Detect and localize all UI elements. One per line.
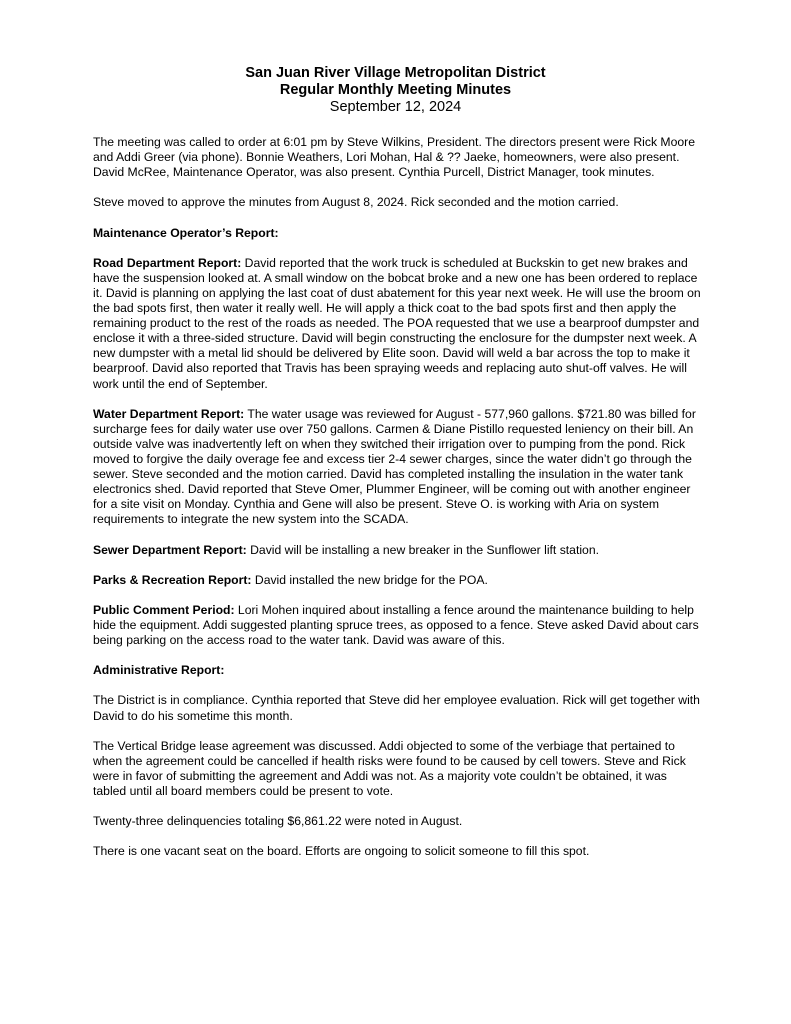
vacant-seat-paragraph: There is one vacant seat on the board. Efforts are ongoing to solicit someone to fill this spot. <box>93 844 590 859</box>
sewer-department-paragraph <box>93 543 703 558</box>
road-department-paragraph <box>93 256 703 392</box>
meeting-date: September 12, 2024 <box>329 99 462 115</box>
vertical-bridge-paragraph: The Vertical Bridge lease agreement was discussed. Addi objected to some of the verbiage that pertained to when the agreement could be cancelled if health risks were found to be caused by cell towers. Steve and Rick were in favor of submitting the agreement and Addi was not. As a majority vote couldn’t be obtained, it was tabled until all board members could be present to vote. <box>93 738 686 799</box>
document-title: Regular Monthly Meeting Minutes <box>279 82 512 98</box>
minutes-body <box>93 135 703 875</box>
maintenance-report-heading: Maintenance Operator’s Report: <box>93 225 279 240</box>
public-comment-paragraph <box>93 603 703 648</box>
administrative-report-heading: Administrative Report: <box>93 663 225 678</box>
compliance-paragraph: The District is in compliance. Cynthia reported that Steve did her employee evaluation. Rick will get together with David to do his sometime this month. <box>93 693 700 723</box>
delinquencies-paragraph: Twenty-three delinquencies totaling $6,861.22 were noted in August. <box>93 814 463 829</box>
parks-recreation-text: David installed the new bridge for the POA. <box>251 572 488 587</box>
organization-name: San Juan River Village Metropolitan District <box>245 65 546 81</box>
sewer-department-text: David will be installing a new breaker in the Sunflower lift station. <box>246 542 599 557</box>
water-department-label: Water Department Report: <box>93 406 245 421</box>
document-header <box>0 65 791 116</box>
public-comment-label: Public Comment Period: <box>93 602 235 617</box>
sewer-department-label: Sewer Department Report: <box>93 542 247 557</box>
road-department-label: Road Department Report: <box>93 255 242 270</box>
parks-recreation-paragraph <box>93 573 703 588</box>
opening-paragraph: The meeting was called to order at 6:01 pm by Steve Wilkins, President. The directors present were Rick Moore and Addi Greer (via phone). Bonnie Weathers, Lori Mohan, Hal & ?? Jaeke, homeowners, were also present. David McRee, Maintenance Operator, was also present. Cynthia Purcell, District Manager, took minutes. <box>93 135 695 180</box>
minutes-approval-paragraph: Steve moved to approve the minutes from August 8, 2024. Rick seconded and the motion carried. <box>93 195 619 210</box>
water-department-paragraph <box>93 407 703 528</box>
water-department-text: The water usage was reviewed for August - 577,960 gallons. $721.80 was billed for surcharge fees for daily water use over 750 gallons. Carmen & Diane Pistillo requested leniency on their bill. An outside valve was inadvertently left on when they switched their irrigation over to pumping from the pond. Rick moved to forgive the daily overage fee and excess tier 2-4 sewer charges, since the water didn’t go through the sewer. Steve seconded and the motion carried. David has completed installing the insulation in the water tank electronics shed. David reported that Steve Omer, Plummer Engineer, will be coming out with another engineer for a site visit on Monday. Cynthia and Gene will also be present. Steve O. is working with Aria on system requirements to integrate the new system into the SCADA. <box>93 406 696 527</box>
public-comment-text: Lori Mohen inquired about installing a fence around the maintenance building to help hide the equipment. Addi suggested planting spruce trees, as opposed to a fence. Steve asked David about cars being parking on the access road to the water tank. David was aware of this. <box>93 602 699 648</box>
road-department-text: David reported that the work truck is scheduled at Buckskin to get new brakes and have the suspension looked at. A small window on the bobcat broke and a new one has been ordered to replace it. David is planning on applying the last coat of dust abatement for this year next week. He will use the broom on the bad spots first, then water it really well. He will apply a thick coat to the bad spots first and then apply the remaining product to the rest of the roads as needed. The POA requested that we use a bearproof dumpster and enclose it with a three-sided structure. David will begin constructing the enclosure for the dumpster next week. A new dumpster with a metal lid should be delivered by Elite soon. David will weld a bar across the top to make it bearproof. David also reported that Travis has been spraying weeds and replacing auto shut-off valves. He will work until the end of September. <box>93 255 701 391</box>
parks-recreation-label: Parks & Recreation Report: <box>93 572 252 587</box>
